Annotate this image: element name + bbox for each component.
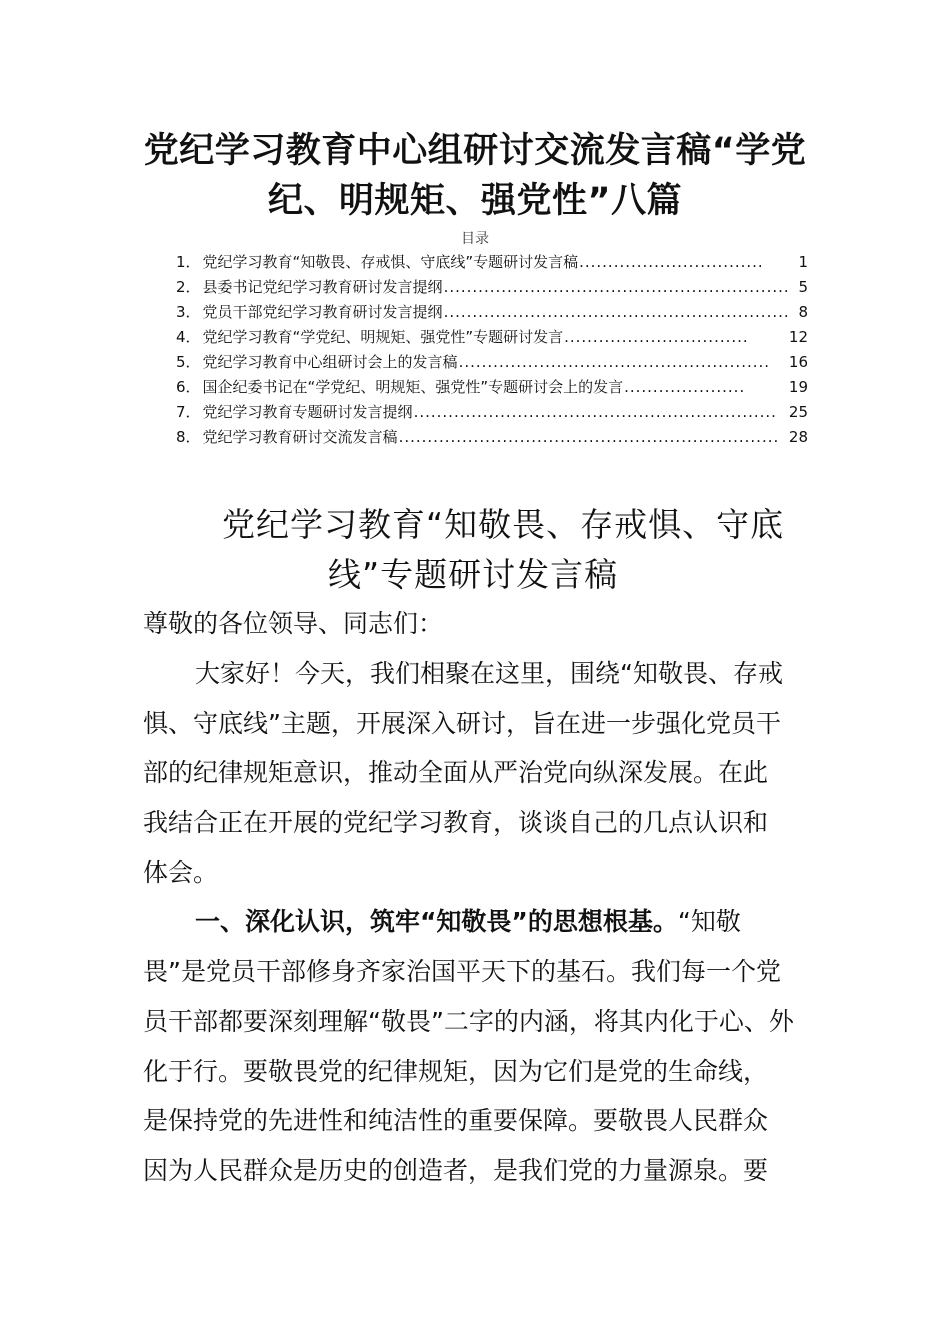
- article-body: [143, 601, 809, 1196]
- paragraph-line: 因为人民群众是历史的创造者，是我们党的力量源泉。要: [143, 1155, 769, 1185]
- paragraph-line: 畏”是党员干部修身齐家治国平天下的基石。我们每一个党: [143, 957, 781, 987]
- paragraph-line: 惧、守底线”主题，开展深入研讨，旨在进一步强化党员干: [143, 708, 781, 738]
- toc-leader-dots: ............................................................: [443, 303, 790, 321]
- toc-entry-page: 16: [788, 353, 808, 371]
- toc-entry-number: 7．: [176, 403, 201, 421]
- toc-entry-page: 12: [788, 328, 808, 346]
- toc-entry-page: 25: [788, 403, 808, 421]
- document-title: [120, 126, 830, 226]
- toc-entry-5[interactable]: [176, 351, 808, 376]
- paragraph-section-1: [143, 897, 809, 1195]
- toc-entry-page: 28: [788, 428, 808, 446]
- toc-entry-7[interactable]: [176, 401, 808, 426]
- toc-entry-number: 3．: [176, 303, 201, 321]
- article-title-line-1: 党纪学习教育“知敬畏、存戒惧、守底: [222, 505, 785, 544]
- paragraph-text: “知敬: [677, 907, 741, 937]
- paragraph-intro: [143, 649, 809, 897]
- toc-leader-dots: .....................: [624, 378, 746, 396]
- toc-entry-text: 党纪学习教育“学党纪、明规矩、强党性”专题研讨发言: [202, 328, 564, 346]
- toc-entry-text: 县委书记党纪学习教育研讨发言提纲: [202, 278, 443, 296]
- toc-entry-page: 1: [798, 253, 808, 271]
- toc-entry-1[interactable]: [176, 251, 808, 276]
- toc-heading: 目录: [461, 231, 489, 247]
- toc-entry-text: 国企纪委书记在“学党纪、明规矩、强党性”专题研讨会上的发言: [202, 378, 624, 396]
- toc-entry-6[interactable]: [176, 376, 808, 401]
- toc-entry-number: 8．: [176, 428, 201, 446]
- toc-entry-number: 2．: [176, 278, 201, 296]
- toc-entry-text: 党纪学习教育中心组研讨会上的发言稿: [202, 353, 458, 371]
- toc-entry-number: 1．: [176, 253, 201, 271]
- toc-leader-dots: ...............................................................: [413, 403, 777, 421]
- toc-leader-dots: ..................................................................: [398, 428, 780, 446]
- toc-entry-page: 19: [788, 378, 808, 396]
- toc-leader-dots: ......................................................: [458, 353, 771, 371]
- toc-leader-dots: ................................: [579, 253, 764, 271]
- salutation: 尊敬的各位领导、同志们：: [143, 609, 444, 638]
- paragraph-line: 化于行。要敬畏党的纪律规矩，因为它们是党的生命线，: [143, 1056, 769, 1086]
- toc-entry-text: 党纪学习教育专题研讨发言提纲: [202, 403, 413, 421]
- article-title: [140, 500, 830, 600]
- paragraph-line: 体会。: [143, 857, 219, 887]
- paragraph-line: 部的纪律规矩意识，推动全面从严治党向纵深发展。在此: [143, 758, 769, 788]
- toc-entry-text: 党纪学习教育研讨交流发言稿: [202, 428, 398, 446]
- toc-entry-page: 8: [798, 303, 808, 321]
- article-title-line-2: 线”专题研讨发言稿: [328, 555, 619, 594]
- toc-entry-text: 党员干部党纪学习教育研讨发言提纲: [202, 303, 443, 321]
- toc-entry-text: 党纪学习教育“知敬畏、存戒惧、守底线”专题研讨发言稿: [202, 253, 579, 271]
- toc-leader-dots: ................................: [564, 328, 749, 346]
- table-of-contents: [176, 251, 808, 451]
- toc-entry-number: 6．: [176, 378, 201, 396]
- paragraph-line: 大家好！今天，我们相聚在这里，围绕“知敬畏、存戒: [195, 659, 783, 688]
- section-heading: 一、深化认识，筑牢“知敬畏”的思想根基。: [195, 907, 678, 937]
- toc-entry-page: 5: [798, 278, 808, 296]
- toc-entry-3[interactable]: [176, 301, 808, 326]
- paragraph-line: [143, 897, 809, 947]
- document-title-line-2: 纪、明规矩、强党性”八篇: [267, 181, 682, 221]
- paragraph-line: 我结合正在开展的党纪学习教育，谈谈自己的几点认识和: [143, 808, 769, 838]
- toc-leader-dots: ............................................................: [443, 278, 790, 296]
- toc-entry-number: 5．: [176, 353, 201, 371]
- toc-entry-2[interactable]: [176, 276, 808, 301]
- paragraph-line: 是保持党的先进性和纯洁性的重要保障。要敬畏人民群众: [143, 1106, 769, 1136]
- toc-entry-number: 4．: [176, 328, 201, 346]
- toc-entry-4[interactable]: [176, 326, 808, 351]
- document-title-line-1: 党纪学习教育中心组研讨交流发言稿“学党: [143, 131, 807, 171]
- toc-entry-8[interactable]: [176, 426, 808, 451]
- paragraph-line: 员干部都要深刻理解“敬畏”二字的内涵，将其内化于心、外: [143, 1006, 794, 1036]
